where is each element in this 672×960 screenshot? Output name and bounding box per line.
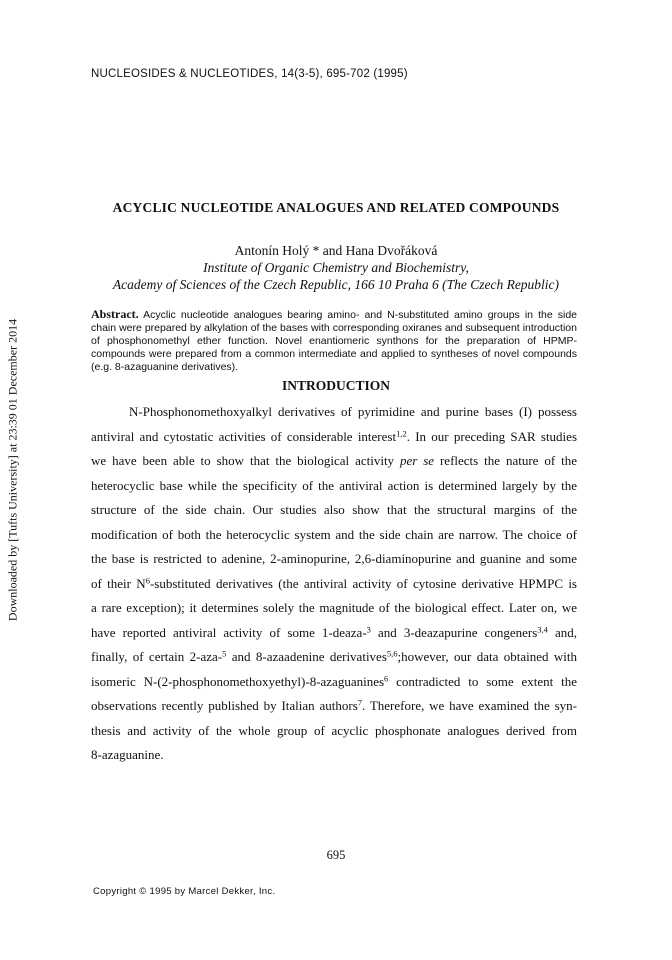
body-text-l8b: -substituted derivatives (the antiviral activity of cytosine derivative HPMPC is xyxy=(149,575,577,591)
body-text-l13a: observations recently published by Italian authors xyxy=(91,698,358,713)
body-text-l14: thesis and activity of the whole group of acyclic phosphonate analogues derived from xyxy=(91,722,577,738)
page-number: 695 xyxy=(326,848,346,862)
abstract xyxy=(91,308,577,374)
body-text-l3b: reflects the nature of the xyxy=(434,453,577,468)
body-text-l11c: ;however, our data obtained with xyxy=(397,649,577,664)
download-note: Downloaded by [Tufts University] at 23:39 01 December 2014 xyxy=(5,318,20,622)
abstract-label: Abstract. xyxy=(91,307,139,321)
citation-ref: 3,4 xyxy=(537,623,548,634)
body-text-l10c: and, xyxy=(547,624,577,640)
body-line-5 xyxy=(91,498,577,523)
body-text xyxy=(91,400,577,768)
body-text-l4: heterocyclic base while the specificity of the antiviral action is determined largely by the xyxy=(91,477,577,493)
superscript-6: 6 xyxy=(145,574,150,585)
body-text-l10b: and 3-deazapurine congeners xyxy=(370,624,538,640)
body-text-l7: the base is restricted to adenine, 2-aminopurine, 2,6-diaminopurine and guanine and some xyxy=(91,551,577,566)
citation-ref: 1,2 xyxy=(396,427,407,438)
body-text-l2a: antiviral and cytostatic activities of considerable interest xyxy=(91,428,397,444)
body-text-l2b: . In our preceding SAR studies xyxy=(406,428,578,444)
body-text-l13b: . Therefore, we have examined the syn- xyxy=(362,698,577,713)
body-text-l1: N-Phosphonomethoxyalkyl derivatives of pyrimidine and purine bases (I) possess xyxy=(129,404,577,419)
body-line-11 xyxy=(91,645,577,670)
body-text-l3a: we have been able to show that the biological activity xyxy=(91,453,400,468)
body-line-13 xyxy=(91,694,577,719)
body-text-l5: structure of the side chain. Our studies also show that the structural margins of the xyxy=(91,502,577,517)
body-line-14 xyxy=(91,719,577,744)
body-line-3 xyxy=(91,449,577,474)
body-line-6 xyxy=(91,523,577,548)
citation-ref: 3 xyxy=(366,623,371,634)
body-text-l9: a rare exception); it determines solely the magnitude of the biological effect. Later on, we xyxy=(91,600,577,615)
affiliation-line-2: Academy of Sciences of the Czech Republic, 166 10 Praha 6 (The Czech Republic) xyxy=(112,277,560,292)
affiliation-line-1: Institute of Organic Chemistry and Biochemistry, xyxy=(203,260,469,275)
body-text-l15: 8-azaguanine. xyxy=(91,747,164,762)
body-text-l10a: have reported antiviral activity of some 1-deaza- xyxy=(91,624,367,640)
body-line-12 xyxy=(91,670,577,695)
abstract-text: Acyclic nucleotide analogues bearing amino- and N-substituted amino groups in the side chain were prepared by alkylation of the bases with corresponding oxiranes and subsequent introduction of phosphonomethyl ether function. Novel enantiomeric synthons for the preparation of HPMP-compounds were prepared from a common intermediate and applied to syntheses of novel compounds (e.g. 8-azaguanine derivatives). xyxy=(91,309,577,373)
body-text-l11b: and 8-azaadenine derivatives xyxy=(226,649,387,664)
citation-ref: 5,6 xyxy=(386,648,398,659)
body-text-l12a: isomeric N-(2-phosphonomethoxyethyl)-8-azaguanines xyxy=(91,673,385,689)
body-line-8 xyxy=(91,572,577,597)
body-text-l11a: finally, of certain 2-aza- xyxy=(91,649,223,664)
body-line-9 xyxy=(91,596,577,621)
journal-header: NUCLEOSIDES & NUCLEOTIDES, 14(3-5), 695-702 (1995) xyxy=(91,68,408,80)
body-line-1 xyxy=(91,400,577,425)
section-heading: INTRODUCTION xyxy=(281,378,390,393)
citation-ref: 7 xyxy=(357,697,362,708)
body-line-2 xyxy=(91,425,577,450)
paper-title: ACYCLIC NUCLEOTIDE ANALOGUES AND RELATED COMPOUNDS xyxy=(112,200,560,215)
body-text-l12b: contradicted to some extent the xyxy=(388,673,577,689)
body-text-l8a: of their N xyxy=(91,575,146,591)
citation-ref: 6 xyxy=(384,672,389,683)
citation-ref: 5 xyxy=(222,648,227,659)
body-text-l6: modification of both the heterocyclic system and the side chain are narrow. The choice of xyxy=(91,526,577,542)
body-line-10 xyxy=(91,621,577,646)
body-line-7 xyxy=(91,547,577,572)
emphasis-per-se: per se xyxy=(399,453,435,468)
copyright-notice: Copyright © 1995 by Marcel Dekker, Inc. xyxy=(93,886,276,897)
authors: Antonín Holý * and Hana Dvořáková xyxy=(234,243,438,258)
download-sidebar xyxy=(6,290,20,650)
body-line-4 xyxy=(91,474,577,499)
body-line-15 xyxy=(91,743,577,768)
